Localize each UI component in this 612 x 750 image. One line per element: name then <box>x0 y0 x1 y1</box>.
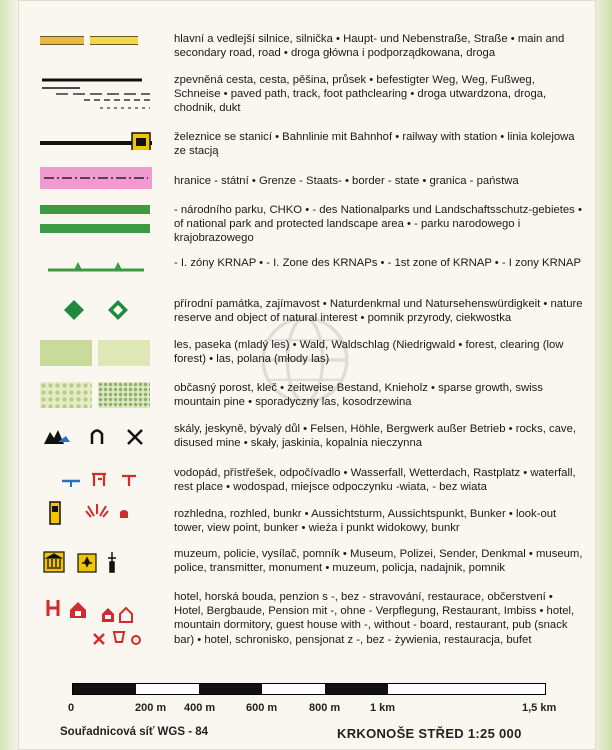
scale-bar <box>72 683 546 695</box>
scale-tick-400m: 400 m <box>184 702 216 714</box>
scale-tick-200m: 200 m <box>135 702 167 714</box>
clearing-area-icon <box>98 340 150 366</box>
lookout-tower-viewpoint-bunker-icon <box>44 498 134 528</box>
secondary-road-icon <box>90 36 138 45</box>
main-road-icon <box>40 36 84 45</box>
protected-area-border-icon <box>40 224 150 233</box>
legend-growth-text: občasný porost, kleč • zeitweise Bestand, Knieholz • sparse growth, swiss mountain pine • sporadyczny las, kosodrzewina <box>174 382 543 409</box>
coordinate-grid-label: Souřadnicová síť WGS - 84 <box>60 726 209 738</box>
state-border-icon <box>40 167 152 189</box>
scale-tick-600m: 600 m <box>246 702 278 714</box>
mountain-pine-icon <box>98 382 150 408</box>
scale-tick-800m: 800 m <box>309 702 341 714</box>
legend-railway-text: železnice se stanicí • Bahnlinie mit Bahnhof • railway with station • linia kolejowa ze stacją <box>174 131 575 158</box>
railway-station-icon <box>40 130 152 150</box>
sparse-growth-icon <box>40 382 92 408</box>
legend-hotel-text: hotel, horská bouda, penzion s -, bez - stravování, restaurace, občerstvení • Hotel, Bergbaude, Pension mit -, ohne - Verpflegung, Restaurant, Imbiss • hotel, mountain dormitory, guest house with -, without - board, restaurant, pub (snack bar) • hotel, schronisko, pensjonat z -, bez - żywienia, restauracja, bufet <box>174 591 575 646</box>
national-park-border-icon <box>40 205 150 214</box>
scale-tick-0: 0 <box>68 702 75 714</box>
scale-tick-1km: 1 km <box>370 702 396 714</box>
forest-area-icon <box>40 340 92 366</box>
rocks-cave-mine-icon <box>42 424 152 446</box>
legend-zone-text: - I. zóny KRNAP • - I. Zone des KRNAPs • - 1st zone of KRNAP • - I zony KRNAP <box>174 257 581 269</box>
nature-monument-icon <box>62 298 132 322</box>
museum-police-transmitter-monument-icon <box>42 548 132 576</box>
scale-tick-1-5km: 1,5 km <box>522 702 557 714</box>
legend-rocks-text: skály, jeskyně, bývalý důl • Felsen, Höhle, Bergwerk außer Betrieb • rocks, cave, disused mine • skały, jaskinia, kopalnia nieczynna <box>174 423 576 450</box>
hotel-restaurant-icons <box>44 596 144 652</box>
legend-water-text: vodopád, přístřešek, odpočívadlo • Wasserfall, Wetterdach, Rastplatz • waterfall, rest place • wodospad, miejsce odpoczynku -wiata, - bez wiata <box>174 467 576 494</box>
map-title: KRKONOŠE STŘED 1:25 000 <box>337 726 522 741</box>
legend-museum-text: muzeum, policie, vysílač, pomník • Museum, Polizei, Sender, Denkmal • museum, police, transmitter, monument • muzeum, policja, nadajnik, pomnik <box>174 548 583 575</box>
legend-border-text: hranice - státní • Grenze - Staats- • border - state • granica - państwa <box>174 175 519 187</box>
legend-park-text: - národního parku, CHKO • - des Nationalparks und Landschaftsschutz-gebietes • of national park and protected landscape area • - parku narodowego i krajobrazowego <box>174 204 582 245</box>
krnap-zone-icon <box>40 258 152 272</box>
legend-roads-text: hlavní a vedlejší silnice, silnička • Haupt- und Nebenstraße, Straße • main and secondary road, road • droga główna i podporządkowana, droga <box>174 33 565 60</box>
legend-paths-text: zpevněná cesta, cesta, pěšina, průsek • befestigter Weg, Weg, Fußweg, Schneise • paved path, track, foot pathclearing • droga utwardzona, droga, chodnik, dukt <box>174 74 547 115</box>
legend-nature-text: přírodní památka, zajímavost • Naturdenkmal und Natursehenswürdigkeit • nature reserve and object of natural interest • pomnik przyrody, ciekwostka <box>174 298 583 325</box>
legend-tower-text: rozhledna, rozhled, bunkr • Aussichtsturm, Aussichtspunkt, Bunker • look-out tower, view point, bunker • wieża i punkt widokowy, bunkr <box>174 508 557 535</box>
legend-forest-text: les, paseka (mladý les) • Wald, Waldschlag (Niedrigwald • forest, clearing (low forest) • las, polana (młody las) <box>174 339 564 366</box>
paths-icon <box>40 76 152 112</box>
waterfall-shelter-icon <box>60 470 140 488</box>
